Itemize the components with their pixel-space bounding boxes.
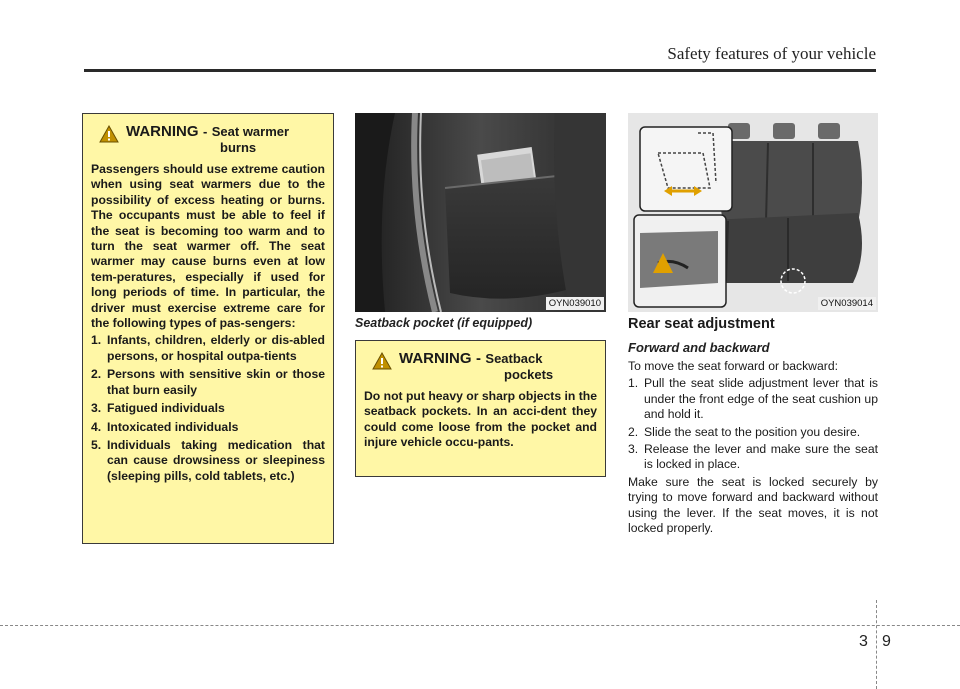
list-item: 1. Pull the seat slide adjustment lever that is under the front edge of the seat cushion up and hold it.: [628, 376, 878, 422]
warning-seatback-pockets: [355, 340, 606, 477]
list-item: 4. Intoxicated individuals: [91, 419, 239, 434]
footer-divider: [876, 600, 878, 689]
outro-text: Make sure the seat is locked securely by trying to move forward and backward without using the lever. If the seat moves, it is not locked properly.: [628, 474, 878, 536]
list-item: 5. Individuals taking medication that can cause drowsiness or sleepiness (sleeping pills, cold tablets, etc.): [91, 437, 325, 483]
warning-heading: [372, 351, 597, 383]
rear-seat-illustration: [628, 113, 878, 312]
list-item: 2. Persons with sensitive skin or those that burn easily: [91, 367, 325, 397]
warning-subject-2: pockets: [504, 367, 554, 382]
intro-text: To move the seat forward or backward:: [628, 359, 838, 373]
photo-code: OYN039010: [546, 297, 604, 310]
photo-caption: Seatback pocket (if equipped): [355, 316, 533, 330]
list-item: 2. Slide the seat to the position you desire.: [628, 424, 861, 439]
warning-body: Do not put heavy or sharp objects in the seatback pockets. In an acci-dent they could come loose from the pocket and injure vehicle occu-pants.: [364, 389, 597, 450]
warning-seat-warmer: [82, 113, 334, 544]
warning-word: WARNING: [126, 123, 199, 140]
seatback-pocket-illustration: [355, 113, 606, 312]
list-item: 3. Release the lever and make sure the seat is locked in place.: [628, 442, 878, 472]
warning-heading: [99, 124, 325, 156]
section-title: Rear seat adjustment: [628, 316, 775, 332]
warning-body: Passengers should use extreme caution when using seat warmers due to the possibility of excess heating or burns. The occupants must be able to feel if the seat is becoming too warm and to turn the seat warmer off. The seat warmer may cause burns even at low tem-peratures, especially if used for long periods of time. In particular, the driver must exercise extreme care for the following types of pas-sengers:: [91, 162, 325, 331]
list-item: 1. Infants, children, elderly or dis-abled persons, or hospital outpa-tients: [91, 333, 325, 363]
section-subtitle: Forward and backward: [628, 340, 770, 355]
list-item: 3. Fatigued individuals: [91, 401, 225, 416]
warning-subject-2: burns: [220, 140, 257, 155]
warning-triangle-icon: [372, 352, 392, 370]
warning-word: WARNING: [399, 350, 472, 367]
photo-code: OYN039014: [818, 297, 876, 310]
warning-subject: Seat warmer: [211, 124, 290, 139]
warning-dash: -: [202, 124, 208, 139]
warning-dash: -: [475, 350, 481, 367]
rear-seat-photo: [628, 113, 878, 312]
footer-rule: [0, 625, 960, 626]
warning-passenger-list: [91, 333, 325, 484]
page-header-title: Safety features of your vehicle: [667, 44, 876, 63]
seatback-pocket-photo: [355, 113, 606, 312]
warning-subject: Seatback: [485, 351, 543, 366]
adjustment-steps: [628, 376, 878, 472]
page-number: 9: [882, 633, 891, 650]
rear-seat-adjustment-section: [628, 316, 878, 538]
warning-triangle-icon: [99, 125, 119, 143]
header-rule: [84, 69, 876, 72]
chapter-number: 3: [859, 633, 868, 650]
